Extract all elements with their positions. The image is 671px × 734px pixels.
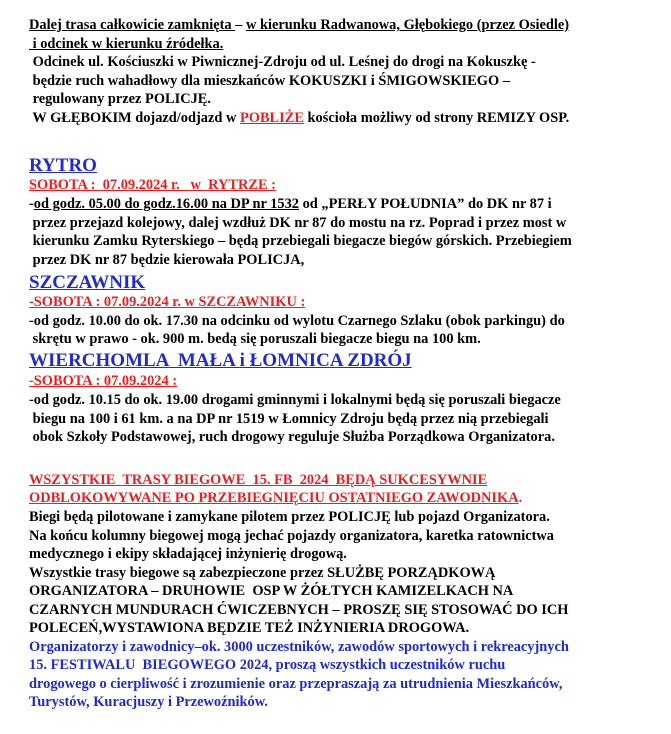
closing-line-2: 15. FESTIWALU BIEGOWEGO 2024, proszą wszystkich uczestników ruchu xyxy=(29,657,506,673)
rytro-line-3: kierunku Zamku Ryterskiego – będą przebiegali biegacze biegów górskich. Przebiegiem xyxy=(29,233,572,249)
direction-text: w kierunku Radwanowa, Głębokiego (przez Osiedle) xyxy=(246,17,570,33)
body-line-3: medycznego i ekipy składającej inżynierię drogową. xyxy=(29,546,347,562)
glebokie-rest: kościoła możliwy od strony REMIZY OSP. xyxy=(303,110,570,126)
closure-line-2: i odcinek w kierunku źródełka. xyxy=(29,36,224,52)
rytro-line-2: przez przejazd kolejowy, dalej wzdłuż DK nr 87 do mostu na rz. Poprad i przez most w xyxy=(29,215,567,231)
body-line-4: Wszystkie trasy biegowe są zabezpieczone przez SŁUŻBĘ PORZĄDKOWĄ xyxy=(29,565,496,581)
szczawnik-line-2: skrętu w prawo - ok. 900 m. bedą się poruszali biegacze biegu na 100 km. xyxy=(29,331,481,347)
wierchomla-line-2: biegu na 100 i 61 km. a na DP nr 1519 w Łomnicy Zdroju będą przez nią przebiegali xyxy=(29,411,549,427)
glebokie-line xyxy=(29,110,569,128)
wierchomla-line-3: obok Szkoły Podstawowej, ruch drogowy reguluje Służba Porządkowa Organizatora. xyxy=(29,429,555,445)
rytro-line-4: przez DK nr 87 będzie kierowała POLICJA, xyxy=(29,252,305,268)
wierchomla-line-1: -od godz. 10.15 do ok. 19.00 drogami gminnymi i lokalnymi będą się poruszali biegacze xyxy=(29,392,561,408)
rytro-route: od „PERŁY POŁUDNIA” do DK nr 87 i xyxy=(299,196,552,212)
poblize-highlight: POBLIŻE xyxy=(239,110,304,126)
dash: - xyxy=(29,196,34,212)
kosciuszki-line-1: Odcinek ul. Kościuszki w Piwnicznej-Zdroju od ul. Leśnej do drogi na Kokuszkę - xyxy=(29,54,536,70)
rytro-heading: RYTRO xyxy=(29,155,97,176)
szczawnik-heading: SZCZAWNIK xyxy=(29,272,146,293)
body-line-5: ORGANIZATORA – DRUHOWIE OSP W ŻÓŁTYCH KAMIZELKACH NA xyxy=(29,583,514,599)
body-line-6: CZARNYCH MUNDURACH ĆWICZEBNYCH – PROSZĘ SIĘ STOSOWAĆ DO ICH xyxy=(29,602,569,618)
unlock-notice-line-2 xyxy=(29,490,522,508)
rytro-date: SOBOTA : 07.09.2024 r. w RYTRZE : xyxy=(29,177,276,193)
glebokie-text: W GŁĘBOKIM dojazd/odjazd w xyxy=(29,110,240,126)
szczawnik-date: -SOBOTA : 07.09.2024 r. w SZCZAWNIKU : xyxy=(29,294,306,310)
body-line-2: Na końcu kolumny biegowej mogą jechać pojazdy organizatora, karetka ratownictwa xyxy=(29,528,554,544)
wierchomla-heading: WIERCHOMLA MAŁA i ŁOMNICA ZDRÓJ xyxy=(29,350,412,371)
closure-line-1 xyxy=(29,17,569,35)
kosciuszki-line-3: regulowany przez POLICJĘ. xyxy=(29,91,212,107)
rytro-line-1 xyxy=(29,196,552,214)
closing-line-4: Turystów, Kuracjuszy i Przewoźników. xyxy=(29,694,268,710)
dash: – xyxy=(235,17,247,33)
closure-text: Dalej trasa całkowicie zamknięta xyxy=(29,17,236,33)
szczawnik-line-1: -od godz. 10.00 do ok. 17.30 na odcinku od wylotu Czarnego Szlaku (obok parkingu) do xyxy=(29,313,565,329)
unlock-notice-text: ODBLOKOWYWANE PO PRZEBIEGNIĘCIU OSTATNIEGO ZAWODNIKA xyxy=(29,490,519,506)
body-line-1: Biegi będą pilotowane i zamykane pilotem przez POLICJĘ lub pojazd Organizatora. xyxy=(29,509,550,525)
unlock-notice-dot: . xyxy=(518,490,523,506)
rytro-hours: od godz. 05.00 do godz.16.00 na DP nr 1532 xyxy=(33,196,299,212)
wierchomla-date: -SOBOTA : 07.09.2024 : xyxy=(29,373,178,389)
kosciuszki-line-2: będzie ruch wahadłowy dla mieszkańców KOKUSZKI i ŚMIGOWSKIEGO – xyxy=(29,73,510,89)
closing-line-3: drogowego o cierpliwość i zrozumienie oraz przepraszają za utrudnienia Mieszkańców, xyxy=(29,676,563,692)
body-line-7: POLECEŃ,WYSTAWIONA BĘDZIE TEŻ INŻYNIERIA DROGOWA. xyxy=(29,620,470,636)
closing-line-1: Organizatorzy i zawodnicy–ok. 3000 uczestników, zawodów sportowych i rekreacyjnych xyxy=(29,639,569,655)
unlock-notice-line-1: WSZYSTKIE TRASY BIEGOWE 15. FB 2024 BĘDĄ SUKCESYWNIE xyxy=(29,472,488,488)
